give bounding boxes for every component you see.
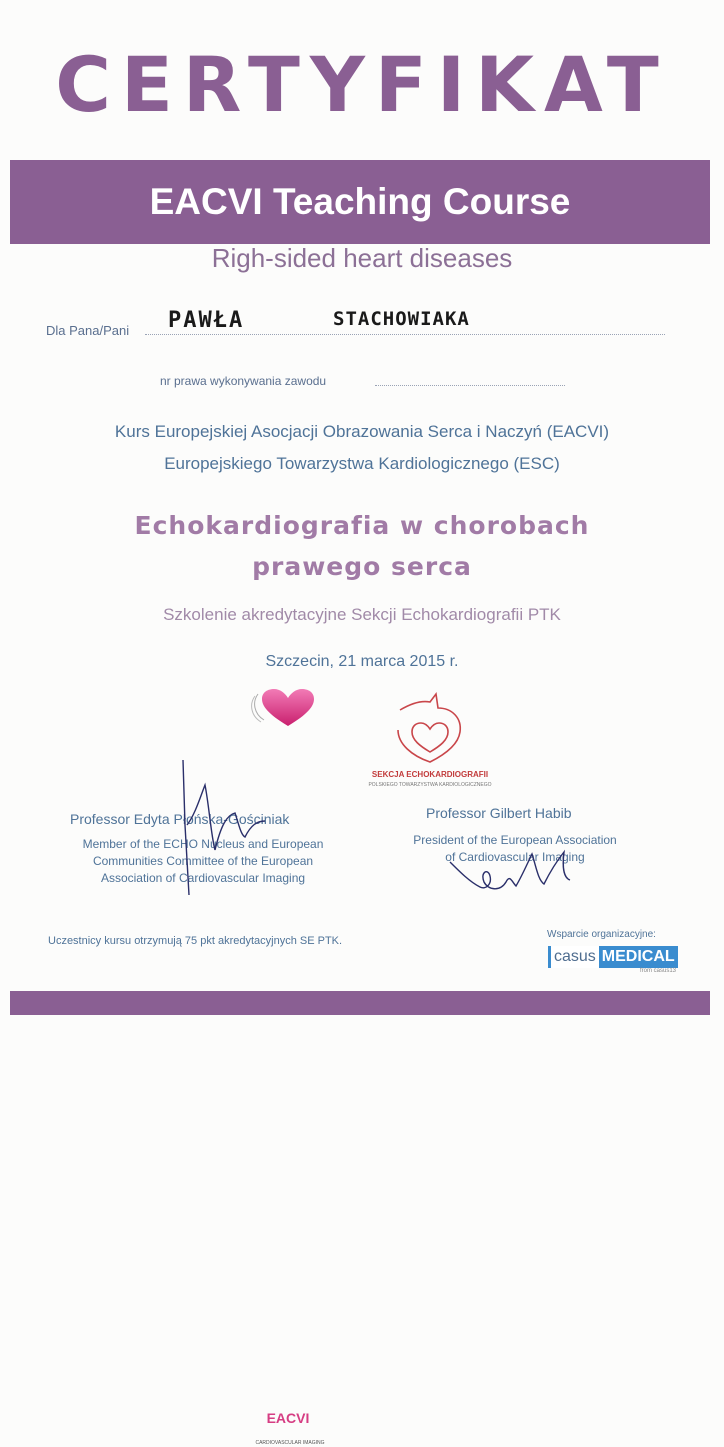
- left-signatory-name: Professor Edyta Płońska-Gościniak: [70, 811, 290, 827]
- support-label: Wsparcie organizacyjne:: [547, 929, 656, 940]
- sekcja-heart-icon: [360, 690, 500, 770]
- license-dotted-line: [375, 385, 565, 386]
- sekcja-logo-name: SEKCJA ECHOKARDIOGRAFII: [371, 770, 489, 779]
- bottom-band: [10, 991, 710, 1015]
- eacvi-logo: [248, 688, 328, 1446]
- course-topic: Righ-sided heart diseases: [211, 243, 513, 273]
- points-note: Uczestnicy kursu otrzymują 75 pkt akredytacyjnych SE PTK.: [48, 935, 343, 947]
- eacvi-logo-name: EACVI: [266, 1410, 310, 1426]
- right-signatory-role: [390, 832, 640, 866]
- casus-logo-part-1: casus: [548, 946, 599, 968]
- course-name: EACVI Teaching Course: [149, 181, 571, 222]
- right-role-line-1: President of the European Association: [413, 833, 617, 847]
- eacvi-logo-subtitle: CARDIOVASCULAR IMAGING: [255, 1440, 325, 1446]
- polish-title-line-1: Echokardiografia w chorobach: [134, 511, 590, 540]
- right-signatory-name: Professor Gilbert Habib: [426, 805, 572, 821]
- recipient-last-name: STACHOWIAKA: [333, 308, 470, 330]
- left-signatory-role: [58, 836, 348, 887]
- organizer-line-2: Europejskiego Towarzystwa Kardiologicznego (ESC): [164, 454, 560, 473]
- recipient-dotted-line: [145, 334, 665, 335]
- recipient-first-name: PAWŁA: [168, 308, 245, 333]
- license-label: nr prawa wykonywania zawodu: [160, 374, 327, 388]
- accreditation-line: Szkolenie akredytacyjne Sekcji Echokardiografii PTK: [163, 605, 561, 624]
- organizer-line-1: Kurs Europejskiej Asocjacji Obrazowania Serca i Naczyń (EACVI): [114, 422, 610, 441]
- casus-from-text: from casus13: [640, 968, 677, 974]
- eacvi-heart-icon: [248, 688, 328, 728]
- polish-title-line-2: prawego serca: [252, 552, 472, 581]
- left-role-line-1: Member of the ECHO Nucleus and European: [82, 837, 324, 851]
- sekcja-logo-subtitle: POLSKIEGO TOWARZYSTWA KARDIOLOGICZNEGO: [368, 782, 492, 788]
- casus-medical-logo: [548, 946, 678, 970]
- certificate-title: CERTYFIKAT: [55, 40, 669, 129]
- left-role-line-2: Communities Committee of the European: [92, 854, 314, 868]
- place-date: Szczecin, 21 marca 2015 r.: [265, 653, 459, 670]
- sekcja-logo: [360, 690, 500, 800]
- casus-logo-part-2: MEDICAL: [599, 946, 678, 968]
- left-role-line-3: Association of Cardiovascular Imaging: [100, 871, 306, 885]
- course-band: [10, 160, 710, 244]
- right-role-line-2: of Cardiovascular Imaging: [445, 850, 585, 864]
- recipient-label: Dla Pana/Pani: [46, 323, 130, 338]
